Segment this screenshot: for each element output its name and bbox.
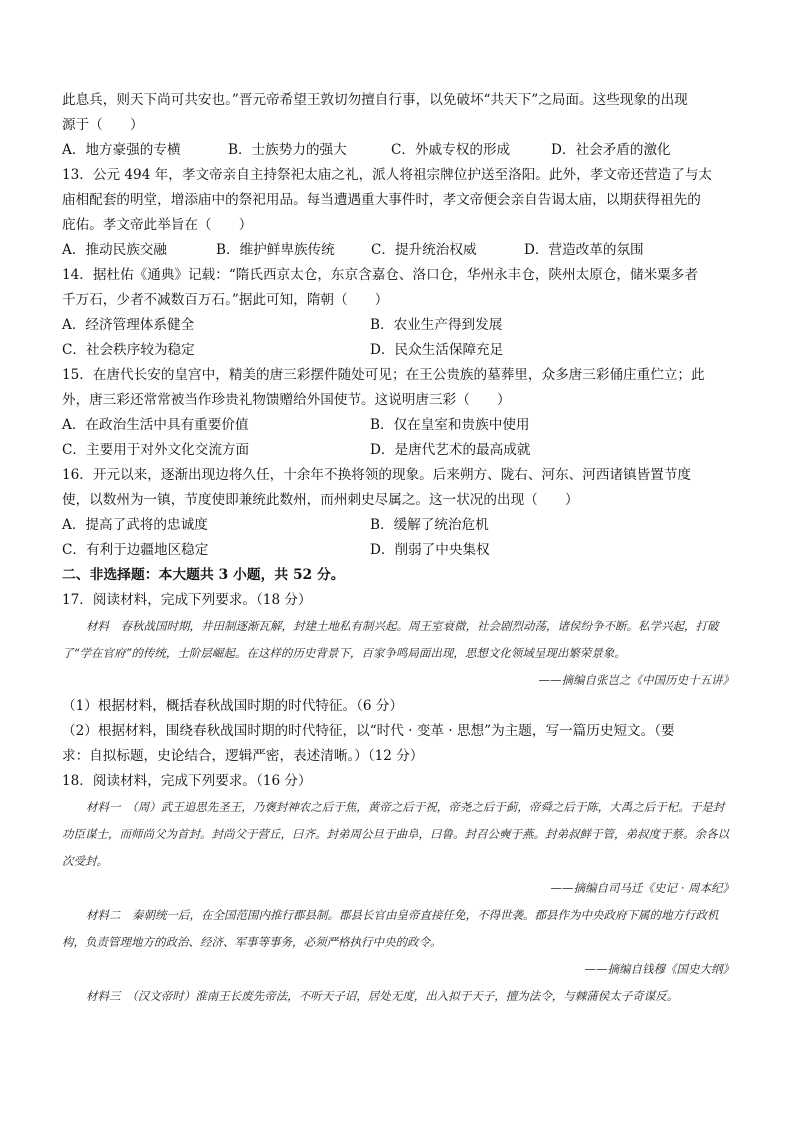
q17-material: 材料 春秋战国时期，井田制逐渐瓦解，封建土地私有制兴起。周王室衰微，社会剧烈动荡，诸侯纷争不断。私学兴起，打破了“学在官府”的传统，士阶层崛起。在这样的历史背景下，百家争鸣局面出现，思想文化领域呈现出繁荣景象。 [62, 619, 719, 660]
q15-option-a[interactable]: A．在政治生活中具有重要价值 [62, 417, 249, 433]
q14-line-2: 千万石，少者不减数百万石。”据此可知，隋朝（ ） [62, 292, 389, 308]
q12-line-2: 源于（ ） [62, 117, 144, 133]
q15-option-b[interactable]: B．仅在皇室和贵族中使用 [370, 417, 530, 433]
q16-options-row-1 [62, 513, 734, 538]
q12-option-c[interactable]: C．外戚专权的形成 [391, 142, 511, 158]
q18-stem: 18．阅读材料，完成下列要求。（16 分） [62, 773, 312, 789]
q16-options-row-2 [62, 538, 734, 563]
q15-line-1: 15．在唐代长安的皇宫中，精美的唐三彩摆件随处可见；在王公贵族的墓葬里，众多唐三彩俑庄重伫立；此 [62, 367, 705, 383]
q13-option-c[interactable]: C．提升统治权威 [371, 242, 477, 258]
q15-options-row-1 [62, 413, 734, 438]
q18-material-1: 材料一 （周）武王追思先圣王，乃褒封神农之后于焦，黄帝之后于祝，帝尧之后于蓟，帝舜之后于陈，大禹之后于杞。于是封功臣谋士，而师尚父为首封。封尚父于营丘，曰齐。封弟周公旦于曲阜，曰鲁。封召公奭于燕。封弟叔鲜于管，弟叔度于蔡。余各以次受封。 [62, 800, 729, 868]
q15-options-row-2 [62, 438, 734, 463]
q18-material-1-source: ——摘编自司马迁《史记 · 周本纪》 [550, 881, 734, 895]
q12-line-1: 此息兵，则天下尚可共安也。”晋元帝希望王敦切勿擅自行事，以免破坏“共天下”之局面。这些现象的出现 [62, 92, 688, 108]
q13-option-a[interactable]: A．推动民族交融 [62, 242, 167, 258]
q15-option-d[interactable]: D．是唐代艺术的最高成就 [370, 442, 531, 458]
q13-line-1: 13．公元 494 年，孝文帝亲自主持祭祀太庙之礼，派人将祖宗牌位护送至洛阳。此外，孝文帝还营造了与太 [62, 167, 713, 183]
q16-option-a[interactable]: A．提高了武将的忠诚度 [62, 517, 208, 533]
q14-option-d[interactable]: D．民众生活保障充足 [370, 342, 504, 358]
q13-line-2: 庙相配套的明堂，增添庙中的祭祀用品。每当遭遇重大事件时，孝文帝便会亲自告谒太庙，以期获得祖先的 [62, 192, 701, 208]
q15-line-2: 外，唐三彩还常常被当作珍贵礼物馈赠给外国使节。这说明唐三彩（ ） [62, 392, 511, 408]
q16-option-b[interactable]: B．缓解了统治危机 [370, 517, 489, 533]
q14-option-b[interactable]: B．农业生产得到发展 [370, 317, 503, 333]
q12-option-b[interactable]: B．士族势力的强大 [228, 142, 347, 158]
q14-option-a[interactable]: A．经济管理体系健全 [62, 317, 195, 333]
q12-option-d[interactable]: D．社会矛盾的激化 [551, 142, 671, 158]
q14-options-row-2 [62, 338, 734, 363]
q13-option-d[interactable]: D．营造改革的氛围 [524, 242, 644, 258]
q17-requirement-2-line-2: 求：自拟标题，史论结合，逻辑严密，表述清晰。）（12 分） [62, 748, 424, 764]
q18-material-3: 材料三 （汉文帝时）淮南王长废先帝法，不听天子诏，居处无度，出入拟于天子，擅为法令，与棘蒲侯太子奇谋反。 [86, 989, 679, 1003]
q16-option-d[interactable]: D．削弱了中央集权 [370, 542, 490, 558]
section-2-heading: 二、非选择题：本大题共 3 小题，共 52 分。 [62, 567, 345, 583]
q17-source: ——摘编自张岂之《中国历史十五讲》 [538, 673, 734, 687]
q13-options [62, 238, 734, 263]
q14-option-c[interactable]: C．社会秩序较为稳定 [62, 342, 195, 358]
q17-stem: 17．阅读材料，完成下列要求。（18 分） [62, 592, 312, 608]
q14-line-1: 14．据杜佑《通典》记载：“隋氏西京太仓，东京含嘉仓、洛口仓，华州永丰仓，陕州太原仓，储米粟多者 [62, 267, 698, 283]
q17-requirement-1: （1）根据材料，概括春秋战国时期的时代特征。（6 分） [62, 698, 404, 714]
q12-option-a[interactable]: A．地方豪强的专横 [62, 142, 181, 158]
q18-material-2-source: ——摘编自钱穆《国史大纲》 [584, 962, 734, 976]
q16-option-c[interactable]: C．有利于边疆地区稳定 [62, 542, 209, 558]
q16-line-2: 使，以数州为一镇，节度使即兼统此数州，而州刺史尽属之。这一状况的出现（ ） [62, 492, 579, 508]
q13-option-b[interactable]: B．维护鲜卑族传统 [216, 242, 335, 258]
q13-line-3: 庇佑。孝文帝此举旨在（ ） [62, 217, 253, 233]
q17-requirement-2-line-1: （2）根据材料，围绕春秋战国时期的时代特征，以“时代 · 变革 · 思想”为主题，写一篇历史短文。（要 [62, 723, 675, 739]
q12-options [62, 138, 734, 163]
q18-material-2: 材料二 秦朝统一后，在全国范围内推行郡县制。郡县长官由皇帝直接任免，不得世袭。郡县作为中央政府下属的地方行政机构，负责管理地方的政治、经济、军事等事务，必须严格执行中央的政令。 [62, 908, 719, 949]
q16-line-1: 16．开元以来，逐渐出现边将久任，十余年不换将领的现象。后来朔方、陇右、河东、河西诸镇皆置节度 [62, 467, 692, 483]
exam-page [62, 88, 734, 1010]
q15-option-c[interactable]: C．主要用于对外文化交流方面 [62, 442, 250, 458]
q14-options-row-1 [62, 313, 734, 338]
